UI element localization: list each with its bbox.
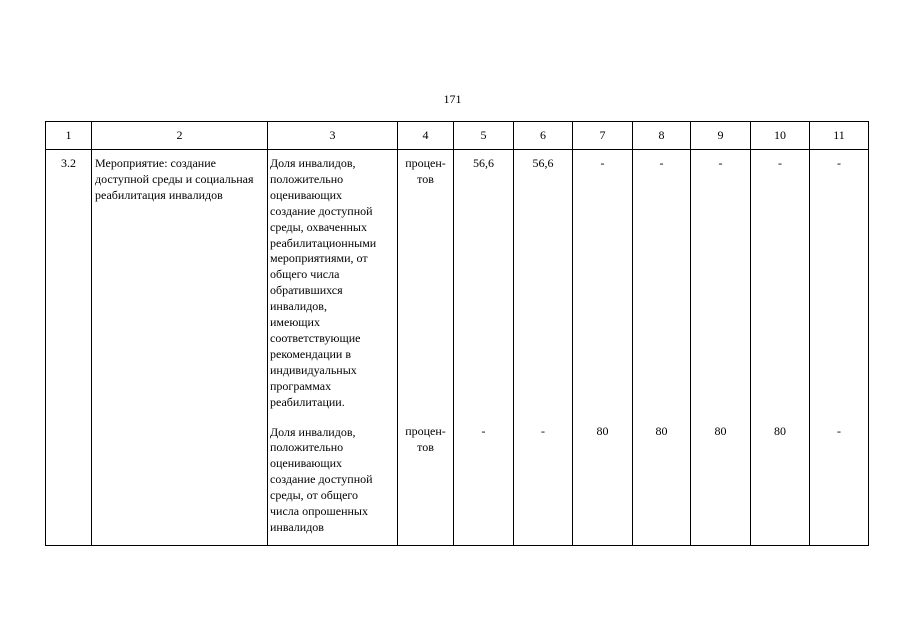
indicator-line: соответствующие xyxy=(270,330,361,345)
value: 80 xyxy=(596,424,609,438)
indicator-line: положительно xyxy=(270,440,344,455)
indicator-line: оценивающих xyxy=(270,456,343,471)
indicator-line: рекомендации в xyxy=(270,346,352,361)
value: - xyxy=(778,156,782,170)
value: - xyxy=(481,424,486,438)
value: 80 xyxy=(714,424,727,438)
indicators-table xyxy=(45,121,869,546)
value: - xyxy=(718,156,723,170)
indicator-1-unit xyxy=(398,156,453,410)
header-cell: 9 xyxy=(691,122,751,150)
value: 80 xyxy=(774,424,786,438)
header-cell: 11 xyxy=(810,122,869,150)
indicator-line: инвалидов xyxy=(270,519,324,534)
header-cell: 8 xyxy=(633,122,691,150)
value-cell-5 xyxy=(454,150,514,546)
header-cell: 3 xyxy=(268,122,398,150)
value: - xyxy=(659,156,664,170)
indicator-name-cell xyxy=(268,150,398,546)
value-cell-6 xyxy=(514,150,573,546)
value: 80 xyxy=(655,424,668,438)
value-cell-8 xyxy=(633,150,691,546)
unit-line: тов xyxy=(417,439,434,454)
indicator-line: Доля инвалидов, xyxy=(270,424,356,439)
indicator-line: мероприятиями, от xyxy=(270,251,368,266)
indicator-line: создание доступной xyxy=(270,472,373,487)
value: - xyxy=(541,424,545,438)
indicator-line: индивидуальных xyxy=(270,362,357,377)
indicator-line: Доля инвалидов, xyxy=(270,156,356,170)
value: 56,6 xyxy=(473,156,494,170)
indicator-2-name xyxy=(270,425,397,536)
header-cell: 2 xyxy=(92,122,268,150)
indicator-line: имеющих xyxy=(270,315,320,330)
header-cell: 5 xyxy=(454,122,514,150)
event-name-cell: Мероприятие: создание доступной среды и социальная реабилитация инвалидов xyxy=(92,150,268,546)
table-header-row xyxy=(46,122,869,150)
indicator-line: обратившихся xyxy=(270,283,343,298)
value: 56,6 xyxy=(532,156,554,170)
header-cell: 10 xyxy=(751,122,810,150)
header-cell: 4 xyxy=(398,122,454,150)
indicator-2-unit xyxy=(398,424,453,456)
value: - xyxy=(837,156,841,170)
value-cell-7 xyxy=(573,150,633,546)
value-cell-9 xyxy=(691,150,751,546)
row-number-cell: 3.2 xyxy=(46,150,92,546)
header-cell: 1 xyxy=(46,122,92,150)
indicator-line: реабилитации. xyxy=(270,394,345,409)
header-cell: 6 xyxy=(514,122,573,150)
table-row xyxy=(46,150,869,546)
indicator-1-name xyxy=(270,156,397,411)
indicator-line: инвалидов, xyxy=(270,299,327,314)
header-cell: 7 xyxy=(573,122,633,150)
unit-line: тов xyxy=(417,171,434,186)
unit-cell xyxy=(398,150,454,546)
unit-line: процен- xyxy=(405,424,446,438)
indicator-line: среды, от общего xyxy=(270,488,359,503)
indicator-line: числа опрошенных xyxy=(270,504,368,519)
indicator-line: программах xyxy=(270,378,332,393)
indicator-line: общего числа xyxy=(270,267,340,282)
unit-line: процен- xyxy=(405,156,446,170)
value-cell-11 xyxy=(810,150,869,546)
indicator-line: оценивающих xyxy=(270,187,343,202)
value: - xyxy=(837,424,841,438)
indicator-line: среды, охваченных xyxy=(270,219,367,234)
indicator-line: создание доступной xyxy=(270,203,373,218)
value-cell-10 xyxy=(751,150,810,546)
indicator-line: реабилитационными xyxy=(270,235,377,250)
page-number: 171 xyxy=(443,92,462,106)
indicator-line: положительно xyxy=(270,171,344,186)
value: - xyxy=(600,156,605,170)
